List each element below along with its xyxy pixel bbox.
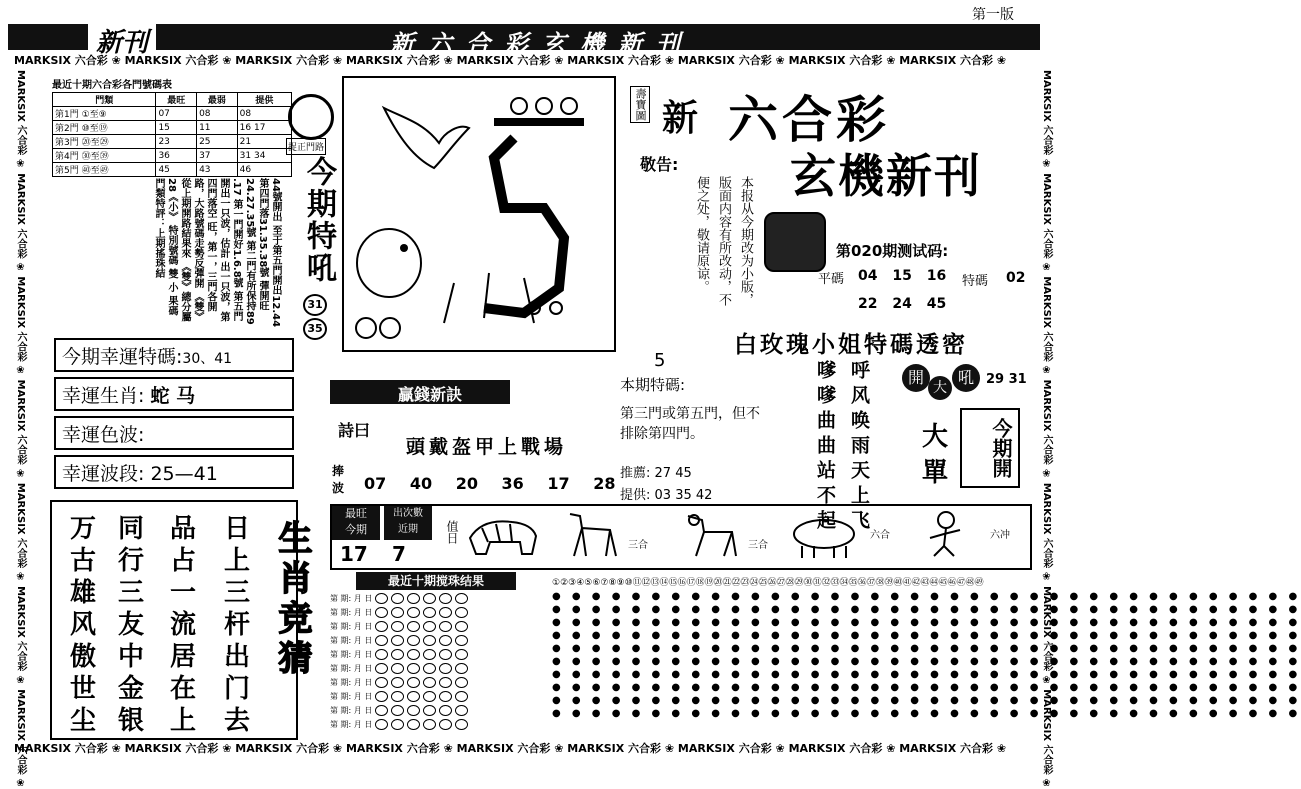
table-row: 第5門 ㊵至㊾ 45 43 46 (53, 163, 292, 177)
guess-char: 同 (118, 514, 145, 544)
bird-icon (384, 108, 469, 168)
guess-char: 出 (224, 642, 251, 672)
dot-row: ● ● ● ● ● ● ● ● ● ● ● ● ● ● ● ● ● ● ● ● ● ● ● ● ● ● ● ● ● ● ● ● ● ● ● ● ● ● (552, 604, 1301, 615)
coin-icon (380, 318, 400, 338)
guess-char: 傲 (70, 642, 97, 672)
verse-column-right: 呼风唤雨天上飞 (848, 360, 870, 535)
verse-balls-label: 捧波 (332, 464, 345, 495)
table-row: 第2門 ⑩至⑲ 15 11 16 17 (53, 121, 292, 135)
tiger-icon (462, 508, 542, 560)
verse-line: 頭戴盔甲上戰場 (406, 436, 568, 458)
guess-char: 上 (170, 706, 197, 736)
list-item: 第 期: 月 日 (330, 690, 550, 704)
promo-title: 白玫瑰小姐特碼透密 (734, 332, 968, 358)
guess-char: 行 (118, 546, 145, 576)
single-label: 單 (922, 458, 949, 488)
digit-five-drawing (484, 138, 564, 313)
commentary-text: 44號開出 至于第五門開出12.44 第四門落31.35.38號 彈開旺24.27.35號 第二門有所保持89 .17 第一門開好1.6.8號 第五門開出一只波，估計 出一只波，第四門落空 旺，第一，三門各開 路，大路號碼走勢反彈開 《雙》從上期開路結果來 《雙》總分屬28《小》 特別號碼 雙 小 果碼 門類特評：上期搖珠結 (153, 178, 281, 328)
guess-char: 雄 (70, 578, 97, 608)
mouse-icon (357, 229, 421, 297)
periods-out-value: 7 (392, 542, 406, 566)
verse-column-left: 嗲嗲曲曲站不起 (814, 360, 836, 535)
periods-hot-header: 最旺 今期 (332, 506, 380, 540)
guess-char: 流 (170, 610, 197, 640)
dot-row: ● ● ● ● ● ● ● ● ● ● ● ● ● ● ● ● ● ● ● ● ● ● ● ● ● ● ● ● ● ● ● ● ● ● ● ● ● ● (552, 682, 1301, 693)
big-label: 大 (922, 422, 949, 452)
riddle-picture (342, 76, 616, 352)
lotus-base-icon (494, 118, 584, 126)
issue-provide: 提供: 03 35 42 (620, 488, 713, 503)
guess-char: 世 (70, 674, 97, 704)
guess-char: 三 (118, 578, 145, 608)
header-banner-text: 新六合彩玄機新刊 (390, 29, 694, 58)
dot-row: ● ● ● ● ● ● ● ● ● ● ● ● ● ● ● ● ● ● ● ● ● ● ● ● ● ● ● ● ● ● ● ● ● ● ● ● ● ● (552, 708, 1301, 719)
zodiac-guess-title: 生肖竞猜 (272, 520, 312, 680)
title-line-1: 六合彩 (728, 91, 890, 149)
dot-row: ● ● ● ● ● ● ● ● ● ● ● ● ● ● ● ● ● ● ● ● ● ● ● ● ● ● ● ● ● ● ● ● ● ● ● ● ● ● (552, 591, 1301, 602)
test-draw-title: 第020期测试码: (836, 242, 949, 260)
brand-strip-right: MARKSIX 六合彩 ❀ MARKSIX 六合彩 ❀ MARKSIX 六合彩 ❀ MARKSIX 六合彩 ❀ MARKSIX 六合彩 ❀ MARKSIX 六合彩 ❀ MARKSIX 六合彩 ❀ (1041, 70, 1052, 789)
title-prefix: 新 (662, 97, 699, 139)
guess-char: 门 (224, 674, 251, 704)
table-row: 第3門 ⑳至㉙ 23 25 21 (53, 135, 292, 149)
stats-table (52, 92, 292, 177)
guess-char: 古 (70, 546, 97, 576)
test-draw-normal-numbers: 04 15 16 (858, 268, 947, 284)
issue-number: 5 (654, 350, 666, 371)
monkey-icon (920, 508, 972, 560)
issue-label: 本期特碼: (620, 376, 686, 394)
open-badge: 開 (902, 364, 930, 392)
brand-strip-bottom: MARKSIX 六合彩 ❀ MARKSIX 六合彩 ❀ MARKSIX 六合彩 ❀ MARKSIX 六合彩 ❀ MARKSIX 六合彩 ❀ MARKSIX 六合彩 ❀ MARKSIX 六合彩 ❀ MARKSIX 六合彩 ❀ MARKSIX 六合彩 ❀ (14, 742, 1007, 755)
notice-title: 敬告: (640, 155, 679, 174)
periods-out-header: 出次數 近期 (384, 506, 432, 540)
guess-char: 银 (118, 706, 145, 736)
guess-char: 风 (70, 610, 97, 640)
issue-text: 第三門或第五門，但不排除第四門。 (620, 406, 760, 442)
this-open-box: 今期開 (960, 408, 1020, 488)
guess-char: 上 (224, 546, 251, 576)
verse-label: 詩曰 (338, 421, 371, 440)
list-item: 第 期: 月 日 (330, 648, 550, 662)
dot-row: ● ● ● ● ● ● ● ● ● ● ● ● ● ● ● ● ● ● ● ● ● ● ● ● ● ● ● ● ● ● ● ● ● ● ● ● ● ● (552, 617, 1301, 628)
page-number-label: 第一版 (972, 7, 1014, 23)
brand-strip-top: MARKSIX 六合彩 ❀ MARKSIX 六合彩 ❀ MARKSIX 六合彩 ❀ MARKSIX 六合彩 ❀ MARKSIX 六合彩 ❀ MARKSIX 六合彩 ❀ MARKSIX 六合彩 ❀ MARKSIX 六合彩 ❀ MARKSIX 六合彩 ❀ (14, 54, 1007, 67)
guess-char: 杆 (224, 610, 251, 640)
brand-strip-left: MARKSIX 六合彩 ❀ MARKSIX 六合彩 ❀ MARKSIX 六合彩 ❀ MARKSIX 六合彩 ❀ MARKSIX 六合彩 ❀ MARKSIX 六合彩 ❀ MARKSIX 六合彩 ❀ (15, 70, 26, 789)
dot-row: ● ● ● ● ● ● ● ● ● ● ● ● ● ● ● ● ● ● ● ● ● ● ● ● ● ● ● ● ● ● ● ● ● ● ● ● ● ● (552, 656, 1301, 667)
stats-header-type: 門類 (53, 93, 156, 107)
guess-char: 友 (118, 610, 145, 640)
results-list (330, 592, 550, 732)
roar-badge: 吼 (952, 364, 980, 392)
logo-emblem (288, 94, 334, 140)
table-row: 第4門 ㉚至㊴ 36 37 31 34 (53, 149, 292, 163)
stats-header-tip: 提供 (237, 93, 291, 107)
zodiac-relation-label: 三合 (748, 540, 768, 551)
masthead-title: 新刊 (88, 22, 156, 59)
notice-body: 本报从今期改为小版，版面内容有所改动，不便之处，敬请原谅。 (694, 176, 753, 306)
big-badge: 大 (928, 376, 952, 400)
test-draw-normal-numbers-2: 22 24 45 (858, 296, 947, 312)
guess-char: 在 (170, 674, 197, 704)
zodiac-relation-label: 六合 (870, 530, 890, 541)
stats-header-cold: 最弱 (197, 93, 238, 107)
pig-icon (786, 512, 862, 560)
zodiac-relation-label: 三合 (628, 540, 648, 551)
open-numbers: 29 31 (986, 372, 1027, 387)
lucky-color-row: 幸運色波: (54, 416, 294, 450)
test-draw-normal-label: 平碼 (818, 272, 845, 287)
dot-row: ● ● ● ● ● ● ● ● ● ● ● ● ● ● ● ● ● ● ● ● ● ● ● ● ● ● ● ● ● ● ● ● ● ● ● ● ● ● (552, 643, 1301, 654)
results-title: 最近十期搅珠结果 (356, 572, 516, 590)
coin-icon (356, 318, 376, 338)
guess-char: 金 (118, 674, 145, 704)
number-dot-grid (552, 577, 1301, 727)
dot-row: ● ● ● ● ● ● ● ● ● ● ● ● ● ● ● ● ● ● ● ● ● ● ● ● ● ● ● ● ● ● ● ● ● ● ● ● ● ● (552, 695, 1301, 706)
guess-char: 占 (170, 546, 197, 576)
special-review-title: 今期特吼 (301, 156, 336, 284)
guess-char: 日 (224, 514, 251, 544)
guess-char: 中 (118, 642, 145, 672)
guess-char: 尘 (70, 706, 97, 736)
lucky-special-row: 今期幸運特碼:30、41 (54, 338, 294, 372)
list-item: 第 期: 月 日 (330, 634, 550, 648)
list-item: 第 期: 月 日 (330, 704, 550, 718)
stats-table-title: 最近十期六合彩各門號碼表 (52, 80, 172, 91)
issue-recommend: 推薦: 27 45 (620, 466, 692, 481)
verse-balls: 07 40 20 36 17 28 (364, 474, 616, 493)
dot-row: ● ● ● ● ● ● ● ● ● ● ● ● ● ● ● ● ● ● ● ● ● ● ● ● ● ● ● ● ● ● ● ● ● ● ● ● ● ● (552, 630, 1301, 641)
title-line-2: 玄機新刊 (790, 149, 982, 203)
stats-header-hot: 最旺 (156, 93, 197, 107)
guess-char: 去 (224, 706, 251, 736)
guess-char: 三 (224, 578, 251, 608)
zodiac-relation-label: 六冲 (990, 530, 1010, 541)
special-review-number: 31 (303, 294, 327, 316)
list-item: 第 期: 月 日 (330, 606, 550, 620)
guess-char: 万 (70, 514, 97, 544)
logo-tag: 捉正門路 (286, 138, 326, 155)
number-header-row: ①②③④⑤⑥⑦⑧⑨⑩⑪⑫⑬⑭⑮⑯⑰⑱⑲⑳㉑㉒㉓㉔㉕㉖㉗㉘㉙㉚㉛㉜㉝㉞㉟㊱㊲㊳㊴㊵㊶㊷㊸㊹㊺㊻㊼㊽㊾ (552, 578, 984, 588)
list-item: 第 期: 月 日 (330, 718, 550, 732)
list-item: 第 期: 月 日 (330, 662, 550, 676)
duty-label: 值日 (445, 520, 459, 544)
title-stamp: 壽寶圖 (630, 86, 650, 123)
lucky-range-row: 幸運波段: 25—41 (54, 455, 294, 489)
dog-icon (680, 508, 744, 560)
guess-char: 品 (170, 514, 197, 544)
list-item: 第 期: 月 日 (330, 620, 550, 634)
periods-hot-value: 17 (340, 542, 368, 566)
guess-char: 一 (170, 578, 197, 608)
verse-banner: 贏錢新訣 (398, 385, 463, 404)
table-row: 第1門 ①至⑨ 07 08 08 (53, 107, 292, 121)
dot-row: ● ● ● ● ● ● ● ● ● ● ● ● ● ● ● ● ● ● ● ● ● ● ● ● ● ● ● ● ● ● ● ● ● ● ● ● ● ● (552, 669, 1301, 680)
lottery-machine-icon (764, 212, 826, 272)
horse-icon (560, 508, 624, 560)
test-draw-special-number: 02 (1006, 270, 1026, 286)
list-item: 第 期: 月 日 (330, 592, 550, 606)
lucky-zodiac-row: 幸運生肖: 蛇 马 (54, 377, 294, 411)
special-review-number: 35 (303, 318, 327, 340)
list-item: 第 期: 月 日 (330, 676, 550, 690)
guess-char: 居 (170, 642, 197, 672)
riddle-drawing (344, 78, 614, 350)
test-draw-special-label: 特碼 (962, 274, 989, 289)
